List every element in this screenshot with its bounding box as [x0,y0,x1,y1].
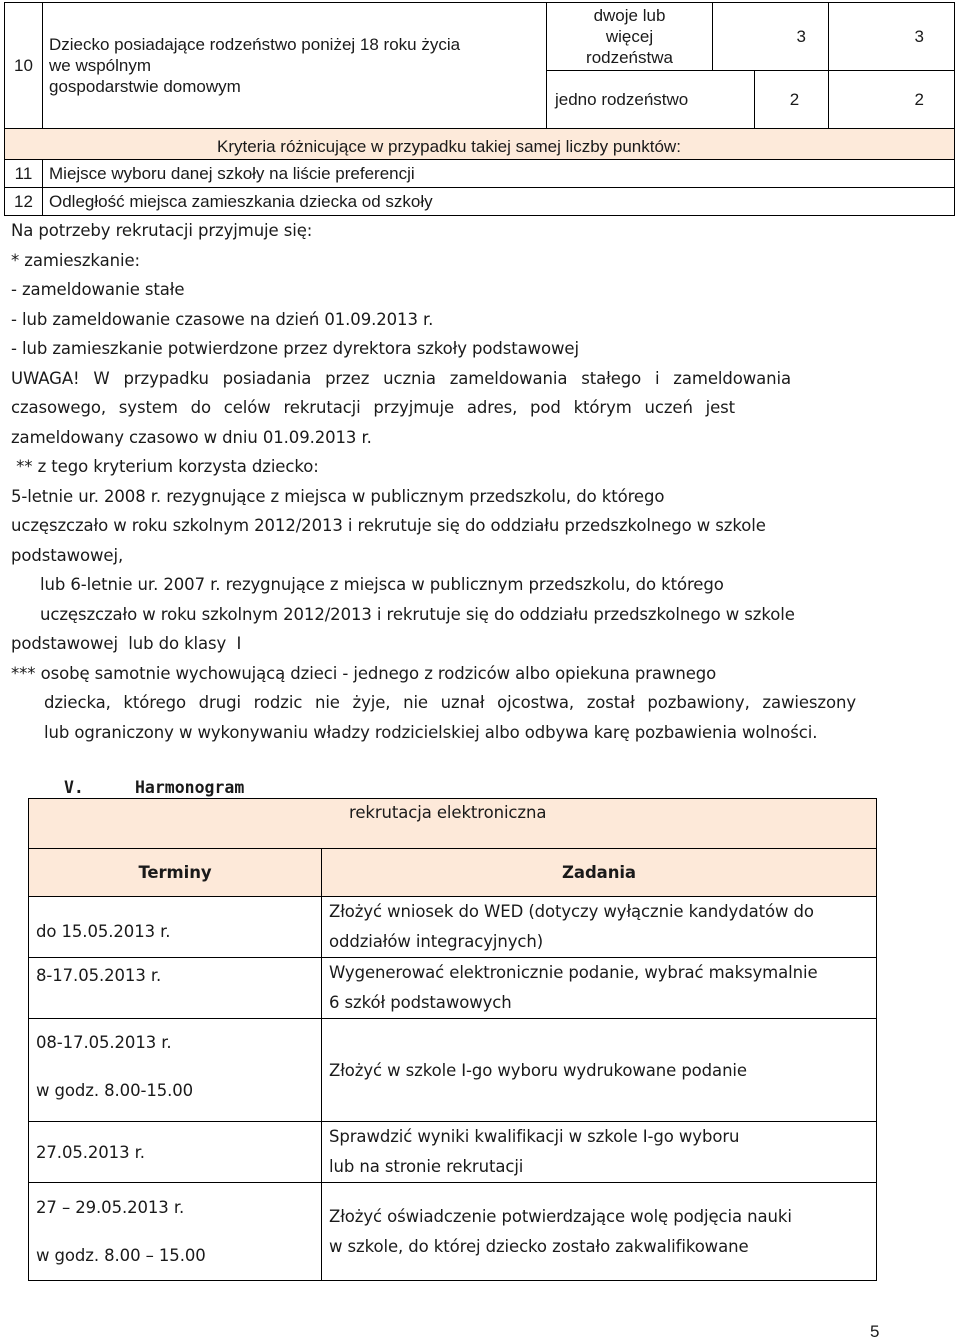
points-value: 3 [829,3,955,71]
sub-criterion-label: dwoje lub więcej rodzeństwa [547,3,713,71]
table-row [5,160,955,188]
section-number: V. [64,778,84,797]
column-header-terms: Terminy [29,849,322,897]
note-line: * zamieszkanie: [11,250,140,270]
table-row [29,958,877,1019]
note-line: podstawowej, [11,545,124,565]
table-row [29,897,877,958]
note-line: *** osobę samotnie wychowującą dzieci - jednego z rodziców albo opiekuna prawnego [11,663,717,683]
page-number: 5 [870,1322,880,1341]
note-line: 5-letnie ur. 2008 r. rezygnujące z miejsca w publicznym przedszkolu, do którego [11,486,665,506]
term-cell: 08-17.05.2013 r. w godz. 8.00-15.00 [29,1019,322,1122]
points-value: 2 [829,71,955,129]
schedule-caption: rekrutacja elektroniczna [29,799,877,849]
term-cell: 8-17.05.2013 r. [29,958,322,1019]
term-cell: do 15.05.2013 r. [29,897,322,958]
row-number: 10 [5,3,43,129]
table-row [5,3,955,71]
note-line: dziecka, którego drugi rodzic nie żyje, nie uznał ojcostwa, został pozbawiony, zawieszony [44,693,856,712]
points-value: 2 [755,71,829,129]
table-row [29,799,877,849]
note-line: uczęszczało w roku szkolnym 2012/2013 i rekrutuje się do oddziału przedszkolnego w szkole [11,516,766,535]
table-row [29,849,877,897]
criterion-label: Dziecko posiadające rodzeństwo poniżej 18 roku życia we wspólnym gospodarstwie domowym [43,3,547,129]
note-line: - lub zamieszkanie potwierdzone przez dyrektora szkoły podstawowej [11,339,579,358]
note-line: lub 6-letnie ur. 2007 r. rezygnujące z miejsca w publicznym przedszkolu, do którego [40,575,724,594]
column-header-tasks: Zadania [322,849,877,897]
row-number: 12 [5,188,43,216]
note-line: ** z tego kryterium korzysta dziecko: [11,457,319,476]
note-line: - lub zameldowanie czasowe na dzień 01.09.2013 r. [11,309,434,329]
note-line: zameldowany czasowo w dniu 01.09.2013 r. [11,427,372,447]
table-row [5,188,955,216]
task-cell: Złożyć wniosek do WED (dotyczy wyłącznie kandydatów do oddziałów integracyjnych) [322,897,877,958]
note-line: podstawowej lub do klasy I [11,634,242,653]
points-value: 3 [713,3,829,71]
note-line: czasowego, system do celów rekrutacji przyjmuje adres, pod którym uczeń jest [11,398,735,417]
criteria-table [4,2,955,216]
task-cell: Złożyć oświadczenie potwierdzające wolę podjęcia nauki w szkole, do której dziecko zostało zakwalifikowane [322,1183,877,1281]
notes-block [11,216,856,747]
note-line: uczęszczało w roku szkolnym 2012/2013 i rekrutuje się do oddziału przedszkolnego w szkole [40,604,795,624]
schedule-table [28,798,877,1281]
table-row [29,1183,877,1281]
note-line: UWAGA! W przypadku posiadania przez ucznia zameldowania stałego i zameldowania [11,368,791,388]
criterion-label: Miejsce wyboru danej szkoły na liście preferencji [43,160,955,188]
criterion-label: Odległość miejsca zamieszkania dziecka od szkoły [43,188,955,216]
note-line: lub ograniczony w wykonywaniu władzy rodzicielskiej albo odbywa karę pozbawienia wolności. [44,722,818,742]
table-row [29,1019,877,1122]
criteria-header: Kryteria różnicujące w przypadku takiej samej liczby punktów: [5,129,955,160]
task-cell: Złożyć w szkole I-go wyboru wydrukowane podanie [322,1019,877,1122]
section-title: Harmonogram [135,778,245,797]
task-cell: Sprawdzić wyniki kwalifikacji w szkole I-go wyboru lub na stronie rekrutacji [322,1122,877,1183]
note-line: Na potrzeby rekrutacji przyjmuje się: [11,221,313,240]
note-line: - zameldowanie stałe [11,280,185,299]
term-cell: 27 – 29.05.2013 r. w godz. 8.00 – 15.00 [29,1183,322,1281]
sub-criterion-label: jedno rodzeństwo [547,71,755,129]
table-row [29,1122,877,1183]
task-cell: Wygenerować elektronicznie podanie, wybrać maksymalnie 6 szkół podstawowych [322,958,877,1019]
row-number: 11 [5,160,43,188]
table-row [5,129,955,160]
term-cell: 27.05.2013 r. [29,1122,322,1183]
